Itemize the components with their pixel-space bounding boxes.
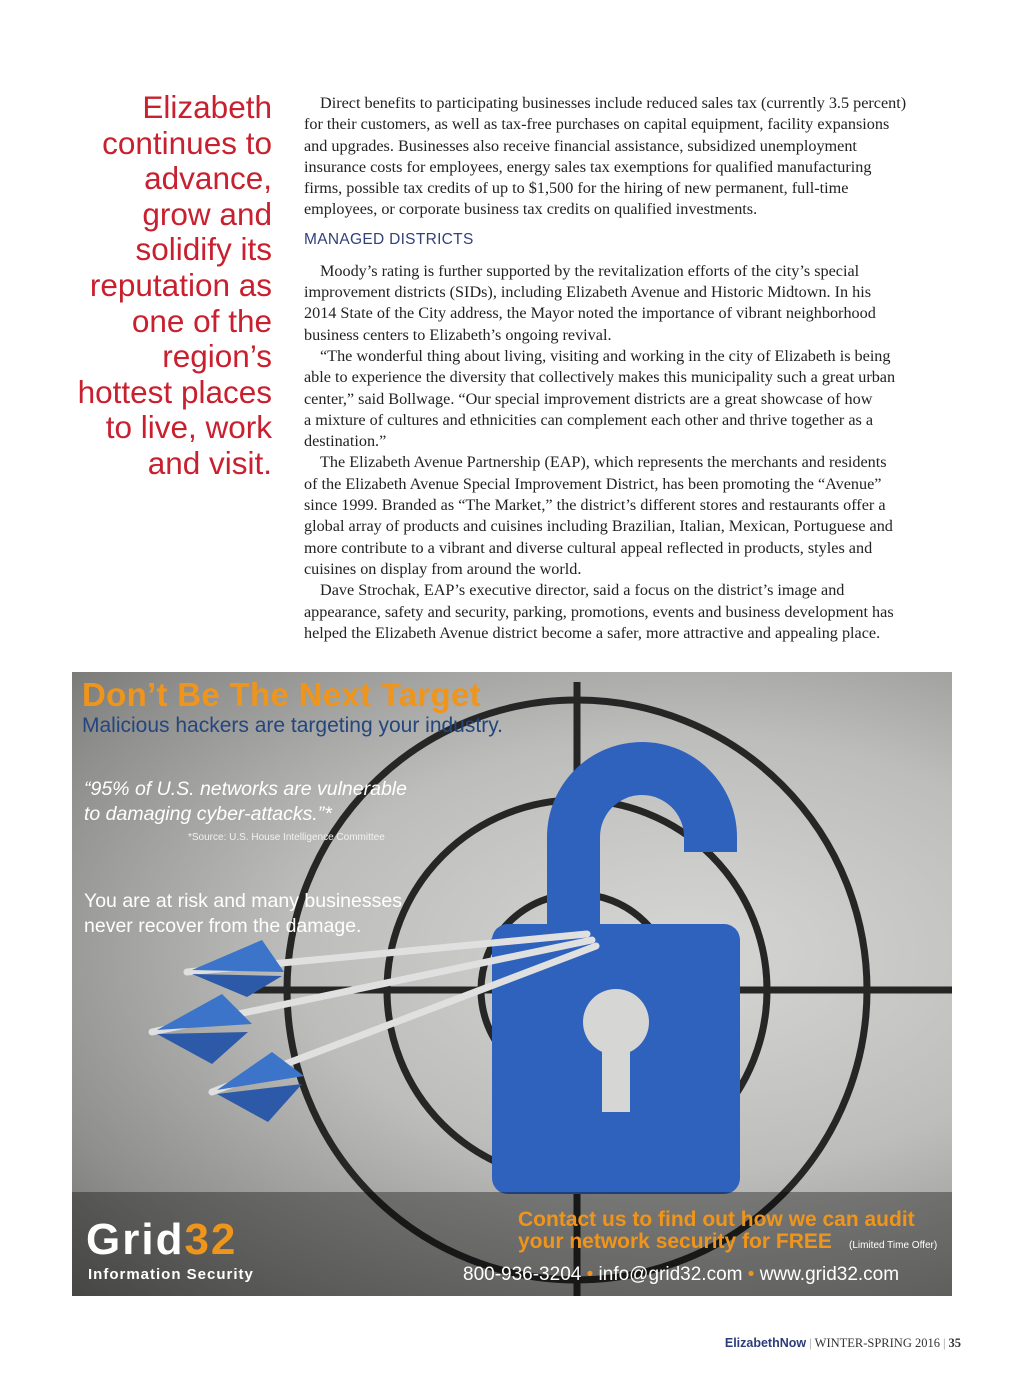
pull-quote-line: solidify its [135,231,272,268]
ad-quote-line2: to damaging cyber-attacks.”* [84,803,332,825]
pull-quote-line: one of the [131,302,272,339]
ad-quote-line1: “95% of U.S. networks are vulnerable [84,778,407,800]
text-line: insurance costs for employees, energy sales tax exemptions for qualified manufacturing [304,157,872,176]
text-line: and upgrades. Businesses also receive financial assistance, subsidized unemployment [304,136,857,155]
text-line: “The wonderful thing about living, visiting and working in the city of Elizabeth is being [320,346,891,365]
pull-quote-line: grow and [142,195,272,232]
section-heading: MANAGED DISTRICTS [304,230,474,248]
text-line: cuisines on display from around the world. [304,559,582,578]
text-line: Direct benefits to participating businesses include reduced sales tax (currently 3.5 percent) [320,94,907,112]
paragraph-moodys-rating [304,261,964,346]
publication-name: ElizabethNow [724,1336,807,1350]
text-line: helped the Elizabeth Avenue district become a safer, more attractive and appealing place. [304,623,881,642]
pull-quote [50,90,272,482]
ad-phone[interactable]: 800-936-3204 [463,1264,582,1285]
text-line: since 1999. Branded as “The Market,” the district’s different stores and restaurants offer a [304,496,886,515]
ad-source: *Source: U.S. House Intelligence Committee [188,832,385,843]
separator-dot: • [586,1264,594,1285]
text-line: Dave Strochak, EAP’s executive director, said a focus on the district’s image and [320,581,845,600]
grid32-logo [86,1215,237,1265]
text-line: more contribute to a vibrant and diverse cultural appeal reflected in products, styles and [304,538,873,557]
text-line: able to experience the diversity that collectively makes this municipality such a great urban [304,368,896,387]
pull-quote-line: advance, [144,160,272,197]
article-body [304,93,964,644]
brand-tagline: Information Security [88,1266,254,1283]
text-line: appearance, safety and security, parking, promotions, events and business development has [304,602,894,621]
paragraph-eap [304,452,964,580]
text-line: center,” said Bollwage. “Our special improvement districts are a great showcase of how [304,389,873,408]
ad-headline: Don’t Be The Next Target [82,676,481,713]
text-line: employees, or corporate business tax credits on qualified investments. [304,200,758,219]
footer-divider: | [942,1336,946,1350]
page-number: 35 [948,1336,961,1350]
pull-quote-line: continues to [102,124,272,161]
ad-risk-line2: never recover from the damage. [84,915,362,937]
paragraph-bollwage-quote [304,346,964,452]
text-line: firms, possible tax credits of up to $1,500 for the hiring of new permanent, full-time [304,179,849,198]
ad-offer-note: (Limited Time Offer) [849,1240,938,1251]
ad-subhead: Malicious hackers are targeting your industry. [82,714,503,737]
issue-label: WINTER-SPRING 2016 [814,1336,940,1350]
page-footer [725,1336,961,1351]
text-line: 2014 State of the City address, the Mayor noted the importance of vibrant neighborhood [304,304,876,323]
pull-quote-line: to live, work [105,409,272,446]
text-line: improvement districts (SIDs), including Elizabeth Avenue and Historic Midtown. In his [304,283,872,302]
text-line: of the Elizabeth Avenue Special Improvement District, has been promoting the “Avenue” [304,474,882,493]
ad-website[interactable]: www.grid32.com [759,1264,900,1285]
pull-quote-line: Elizabeth [142,89,272,125]
text-line: The Elizabeth Avenue Partnership (EAP), which represents the merchants and residents [320,453,887,472]
pull-quote-line: region’s [162,338,272,375]
footer-divider: | [809,1336,812,1350]
target-illustration [72,672,952,1296]
pull-quote-line: hottest places [77,373,272,410]
ad-cta-line2: your network security for FREE [518,1230,832,1253]
paragraph-tax-benefits [304,93,964,221]
pull-quote-line: and visit. [147,444,272,481]
text-line: Moody’s rating is further supported by the revitalization efforts of the city’s special [320,261,860,280]
text-line: a mixture of cultures and ethnicities can complement each other and thrive together as a [304,410,874,429]
ad-risk-line1: You are at risk and many businesses [84,890,402,912]
pull-quote-line: reputation as [89,266,272,303]
brand-number: 32 [184,1215,238,1264]
text-line: for their customers, as well as tax-free purchases on capital equipment, facility expansions [304,115,890,134]
ad-cta-line1: Contact us to find out how we can audit [518,1208,915,1231]
separator-dot: • [747,1264,755,1285]
text-line: global array of products and cuisines including Brazilian, Italian, Mexican, Portuguese and [304,517,893,536]
brand-name: Grid [86,1215,185,1264]
ad-contact-line [463,1264,899,1286]
text-line: business centers to Elizabeth’s ongoing revival. [304,325,612,344]
text-line: destination.” [304,432,387,451]
grid32-advertisement [72,672,952,1296]
ad-email[interactable]: info@grid32.com [598,1264,743,1285]
paragraph-strochak [304,580,964,644]
